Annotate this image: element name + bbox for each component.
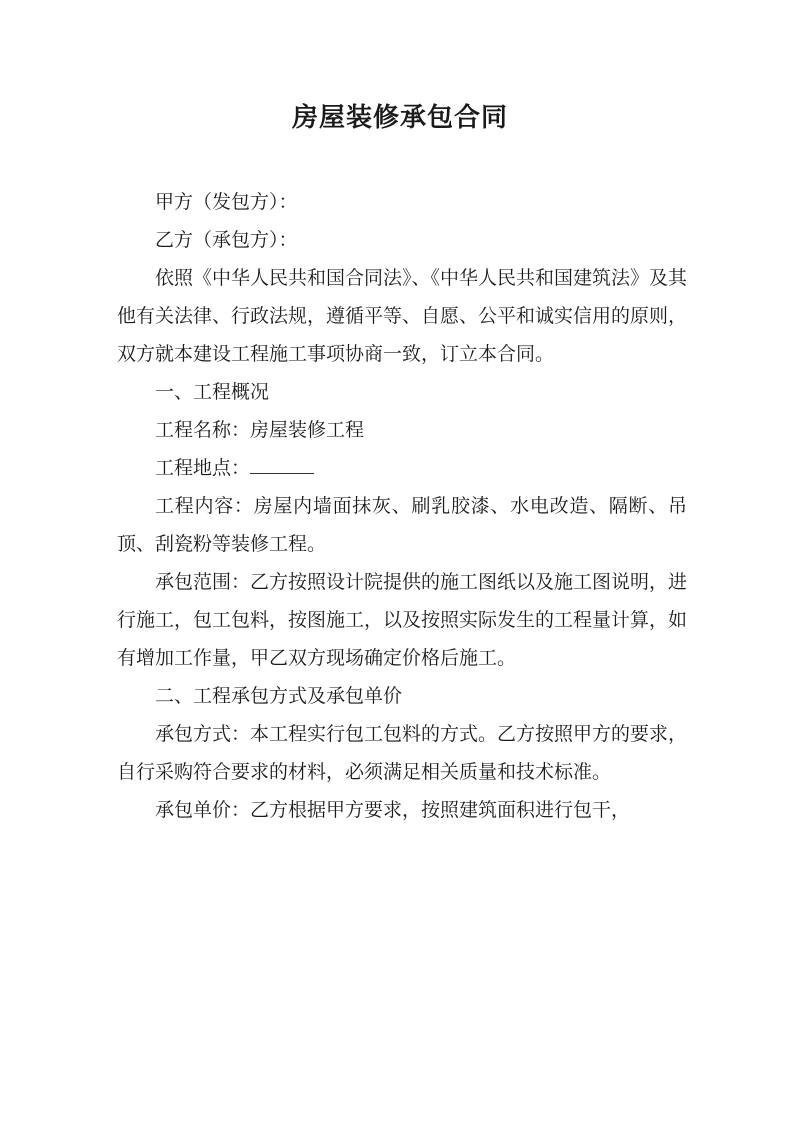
- party-a-line: 甲方（发包方）：: [155, 191, 298, 213]
- project-location-label: 工程地点：: [155, 457, 251, 479]
- document-title: 房屋装修承包合同: [291, 103, 508, 133]
- section-heading-contract-method: 二、工程承包方式及承包单价: [155, 685, 403, 707]
- unit-price-paragraph: 承包单价：乙方根据甲方要求，按照建筑面积进行包干，: [155, 799, 631, 821]
- project-content-paragraph: 工程内容：房屋内墙面抹灰、刷乳胶漆、水电改造、隔断、吊顶、刮瓷粉等装修工程。: [117, 495, 687, 555]
- project-name-line: 工程名称：房屋装修工程: [155, 419, 365, 441]
- section-heading-project-overview: 一、工程概况: [155, 381, 270, 403]
- document-body: [117, 183, 687, 829]
- preamble-paragraph: 依照《中华人民共和国合同法》、《中华人民共和国建筑法》及其他有关法律、行政法规，遵循平等、自愿、公平和诚实信用的原则，双方就本建设工程施工事项协商一致，订立本合同。: [117, 267, 688, 365]
- contract-method-paragraph: 承包方式：本工程实行包工包料的方式。乙方按照甲方的要求，自行采购符合要求的材料，必须满足相关质量和技术标准。: [117, 723, 688, 783]
- project-location-line: [117, 449, 687, 487]
- project-location-blank: [250, 451, 314, 474]
- party-b-line: 乙方（承包方）：: [155, 229, 298, 251]
- contract-scope-paragraph: 承包范围：乙方按照设计院提供的施工图纸以及施工图说明，进行施工，包工包料，按图施工，以及按照实际发生的工程量计算，如有增加工作量，甲乙双方现场确定价格后施工。: [117, 571, 688, 669]
